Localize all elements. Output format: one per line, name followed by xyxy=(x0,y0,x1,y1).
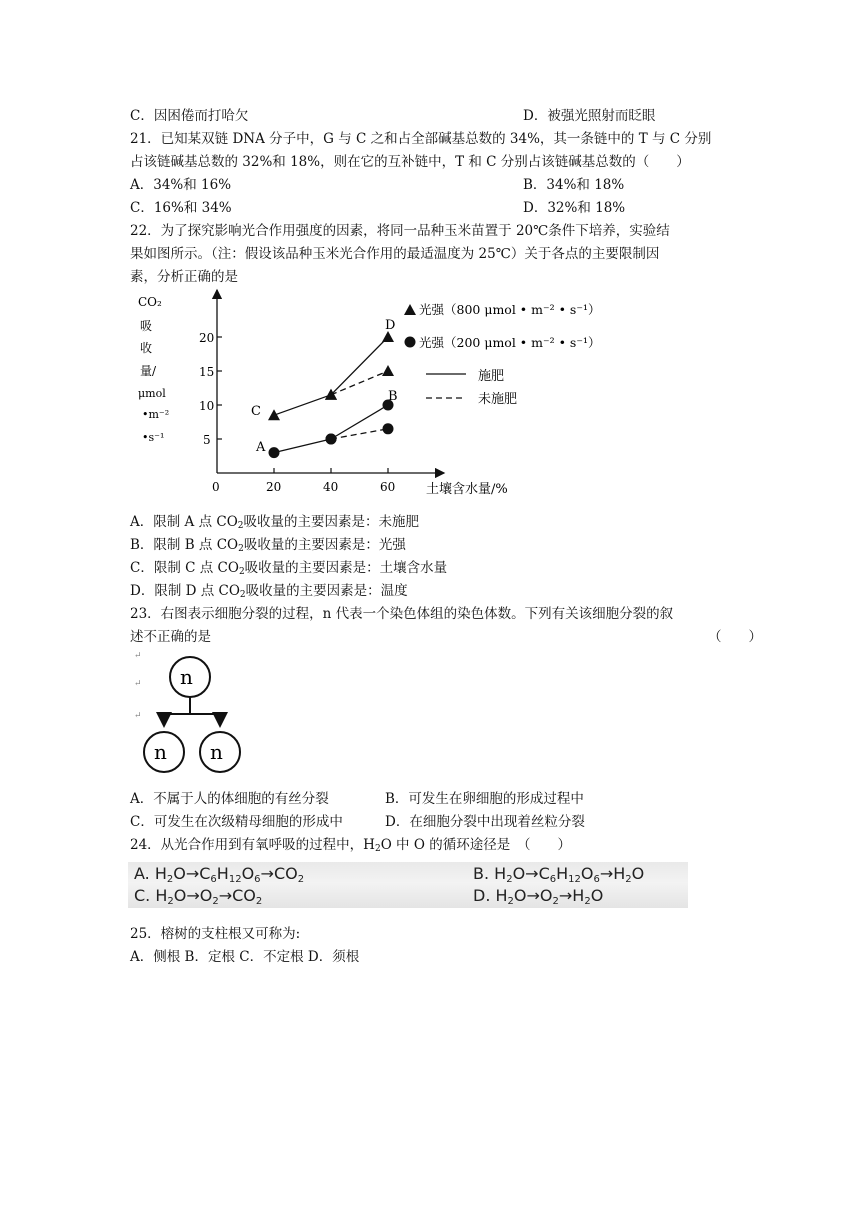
series-line-segment xyxy=(331,337,388,395)
q24-option-d: D. H2O→O2→H2O xyxy=(473,886,604,907)
q23-option-c: C．可发生在次级精母细胞的形成中 xyxy=(130,814,343,830)
point-label-c: C xyxy=(251,404,261,419)
x-tick-label: 60 xyxy=(380,480,396,494)
q25-options: A．侧根 B．定根 C．不定根 D．须根 xyxy=(130,949,360,965)
legend-triangle-marker xyxy=(404,304,416,315)
q22-stem-line2: 果如图所示。（注：假设该品种玉米光合作用的最适温度为 25℃）关于各点的主要限制因 xyxy=(130,246,660,262)
y-label-line-3: 量/ xyxy=(140,364,157,378)
q23-options-cd xyxy=(130,812,585,832)
y-label-line-6: •s⁻¹ xyxy=(142,431,165,444)
q22-option-a: A．限制 A 点 $CO_2$吸收量的主要因素是：未施肥 xyxy=(130,514,420,531)
y-label-line-0: CO₂ xyxy=(138,295,162,309)
q25-stem: 25．榕树的支柱根又可称为: xyxy=(130,926,301,942)
series-line-segment xyxy=(274,439,331,453)
q24-options-image xyxy=(128,862,688,908)
return-mark: ↵ xyxy=(134,651,142,661)
x-tick-label: 20 xyxy=(266,480,282,494)
q22-option-c: C．限制 C 点 $CO_2$吸收量的主要因素是：土壤含水量 xyxy=(130,560,448,577)
point-label-a: A xyxy=(256,440,266,455)
q21-stem-line2: 占该链碱基总数的 32%和 18%，则在它的互补链中，T 和 C 分别占该链碱基总数的（ ） xyxy=(130,154,690,170)
legend-triangle-label: 光强（800 μmol • m⁻² • s⁻¹） xyxy=(419,302,601,317)
y-tick-label: 10 xyxy=(199,399,215,413)
q24-stem: 24．从光合作用到有氧呼吸的过程中，$H_2O$ 中 O 的循环途径是 （ ） xyxy=(130,837,571,854)
legend-solid-label: 施肥 xyxy=(478,369,505,384)
daughter-cell-right-label: n xyxy=(210,740,223,764)
q21-option-b: B．34%和 18% xyxy=(523,177,625,193)
y-tick-label: 15 xyxy=(199,365,215,379)
parent-cell-label: n xyxy=(180,665,193,689)
q23-options-ab xyxy=(130,789,584,809)
q21-option-c: C．16%和 34% xyxy=(130,200,232,216)
q23-stem-line1: 23．右图表示细胞分裂的过程，n 代表一个染色体组的染色体数。下列有关该细胞分裂的叙 xyxy=(130,606,674,622)
legend-dashed-label: 未施肥 xyxy=(478,392,518,407)
q22-stem-line1: 22．为了探究影响光合作用强度的因素，将同一品种玉米苗置于 20℃条件下培养，实验结 xyxy=(130,223,670,239)
data-point xyxy=(269,447,280,458)
y-label-line-1: 吸 xyxy=(140,319,153,333)
q24-option-b: B. H2O→C6H12O6→H2O xyxy=(473,864,645,885)
q23-option-b: B．可发生在卵细胞的形成过程中 xyxy=(385,791,584,807)
series-line-segment xyxy=(274,395,331,415)
photosynthesis-chart xyxy=(0,0,860,520)
q24-option-c: C. H2O→O2→CO2 xyxy=(134,886,263,907)
x-tick-label: 40 xyxy=(323,480,339,494)
axis-ticks xyxy=(199,331,395,494)
legend-circle-label: 光强（200 μmol • m⁻² • s⁻¹） xyxy=(419,335,601,350)
q21-stem-line1: 21．已知某双链 DNA 分子中，G 与 C 之和占全部碱基总数的 34%，其一条链中的 T 与 C 分别 xyxy=(130,131,712,147)
y-tick-label: 5 xyxy=(203,433,211,447)
legend-circle-marker xyxy=(405,337,416,348)
y-tick-label: 20 xyxy=(199,331,215,345)
q22-option-b: B．限制 B 点 $CO_2$吸收量的主要因素是：光强 xyxy=(130,537,406,554)
point-label-b: B xyxy=(388,389,398,404)
return-mark: ↵ xyxy=(134,679,142,689)
x-axis-label: 土壤含水量/% xyxy=(426,482,508,497)
chart-legend xyxy=(404,302,600,407)
y-label-line-4: μmol xyxy=(138,387,166,400)
q22-stem-line3: 素，分析正确的是 xyxy=(130,269,238,285)
data-point xyxy=(326,434,337,445)
daughter-cell-left-label: n xyxy=(154,740,167,764)
q23-stem-text: 述不正确的是 xyxy=(130,629,211,645)
q24-option-a: A. H2O→C6H12O6→CO2 xyxy=(134,864,305,885)
q21-option-d: D．32%和 18% xyxy=(523,200,626,216)
chart-series xyxy=(268,331,394,458)
data-point xyxy=(382,365,394,376)
q23-option-a: A．不属于人的体细胞的有丝分裂 xyxy=(130,791,329,807)
y-axis-label xyxy=(138,295,169,444)
data-point xyxy=(383,423,394,434)
y-label-line-2: 收 xyxy=(140,341,153,355)
q20-option-d: D．被强光照射而眨眼 xyxy=(523,108,656,124)
q22-option-d: D．限制 D 点 $CO_2$吸收量的主要因素是：温度 xyxy=(130,583,408,600)
y-label-line-5: •m⁻² xyxy=(142,408,170,421)
q21-option-a: A．34%和 16% xyxy=(130,177,232,193)
cell-division-diagram xyxy=(128,642,288,782)
origin-label: 0 xyxy=(212,480,220,494)
return-mark: ↵ xyxy=(134,711,142,721)
series-line-segment xyxy=(331,371,388,395)
series-line-segment xyxy=(331,405,388,439)
point-label-d: D xyxy=(385,318,396,333)
q23-option-d: D．在细胞分裂中出现着丝粒分裂 xyxy=(385,814,585,830)
q20-option-c: C．因困倦而打哈欠 xyxy=(130,108,249,124)
data-point xyxy=(268,409,280,420)
q23-answer-paren: （ ） xyxy=(708,629,762,645)
